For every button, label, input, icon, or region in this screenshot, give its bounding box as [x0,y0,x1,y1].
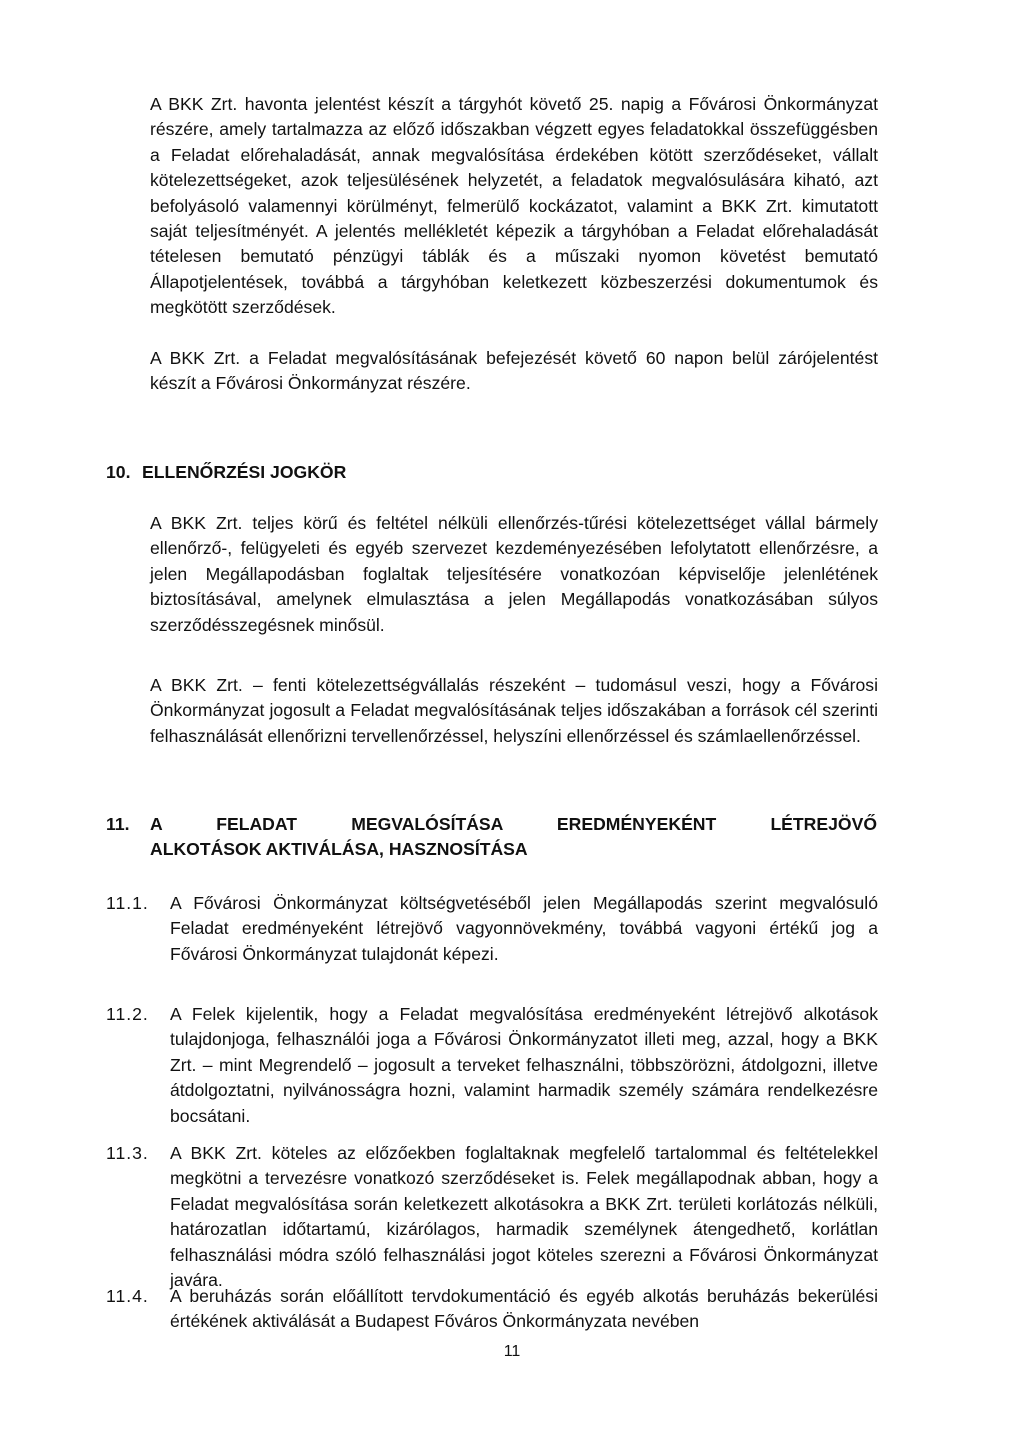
section-10-number: 10. [106,462,131,482]
section-11-number: 11. [106,814,130,834]
section-10-title: ELLENŐRZÉSI JOGKÖR [142,462,347,482]
item-text: A Felek kijelentik, hogy a Feladat megvalósítása eredményeként létrejövő alkotások tulajdonjoga, felhasználói joga a Fővárosi Önkormányzatot illeti meg, azzal, hogy a BKK Zrt. – mint Megrendelő – jogosult a terveket felhasználni, többszörözni, átdolgozni, illetve átdolgoztatni, nyilvánosságra hozni, valamint harmadik személy számára rendelkezésre bocsátani. [170,1004,878,1126]
paragraph-final-report: A BKK Zrt. a Feladat megvalósításának befejezését követő 60 napon belül zárójelentést készít a Fővárosi Önkormányzat részére. [150,348,878,394]
page-number: 11 [503,1343,521,1360]
item-number: 11.4. [106,1286,149,1306]
item-text: A beruházás során előállított tervdokumentáció és egyéb alkotás beruházás bekerülési értékének aktiválását a Budapest Főváros Önkormányzata nevében [170,1286,878,1332]
paragraph-audit-obligation: A BKK Zrt. teljes körű és feltétel nélküli ellenőrzés-tűrési kötelezettséget vállal bármely ellenőrző-, felügyeleti és egyéb szervezet kezdeményezésében lefolytatott ellenőrzésre, a jelen Megállapodásban foglaltak teljesítésére vonatkozóan képviselője jelenlétének biztosításával, amelynek elmulasztása a jelen Megállapodás vonatkozásában súlyos szerződésszegésnek minősül. [150,513,878,635]
paragraph-audit-rights: A BKK Zrt. – fenti kötelezettségvállalás részeként – tudomásul veszi, hogy a Fővárosi Önkormányzat jogosult a Feladat megvalósításának teljes időszakában a források cél szerinti felhasználását ellenőrizni tervellenőrzéssel, helyszíni ellenőrzéssel és számlaellenőrzéssel. [150,675,878,746]
item-text: A BKK Zrt. köteles az előzőekben foglaltaknak megfelelő tartalommal és feltételekkel megkötni a tervezésre vonatkozó szerződéseket is. Felek megállapodnak abban, hogy a Feladat megvalósítása során keletkezett alkotásokra a BKK Zrt. területi korlátozás nélküli, határozatlan időtartamú, kizárólagos, harmadik személynek átengedhető, korlátlan felhasználási módra szóló felhasználási jogot köteles szerezni a Fővárosi Önkormányzat javára. [170,1143,878,1291]
section-11-title-line1: A FELADAT MEGVALÓSÍTÁSA EREDMÉNYEKÉNT LÉTREJÖVŐ [150,814,877,834]
section-11-title-line2: ALKOTÁSOK AKTIVÁLÁSA, HASZNOSÍTÁSA [150,839,528,859]
item-text: A Fővárosi Önkormányzat költségvetéséből jelen Megállapodás szerint megvalósuló Feladat eredményeként létrejövő vagyonnövekmény, továbbá vagyoni értékű jog a Fővárosi Önkormányzat tulajdonát képezi. [170,893,878,964]
item-number: 11.1. [106,893,149,913]
item-number: 11.2. [106,1004,149,1024]
paragraph-monthly-report: A BKK Zrt. havonta jelentést készít a tárgyhót követő 25. napig a Fővárosi Önkormányzat részére, amely tartalmazza az előző időszakban végzett egyes feladatokkal összefüggésben a Feladat előrehaladását, annak megvalósítása érdekében kötött szerződéseket, vállalt kötelezettségeket, azok teljesülésének helyzetét, a feladatok megvalósulására kiható, azt befolyásoló valamennyi körülményt, felmerülő kockázatot, valamint a BKK Zrt. kimutatott saját teljesítményét. A jelentés mellékletét képezik a tárgyhóban a Feladat előrehaladását tételesen bemutató pénzügyi táblák és a műszaki nyomon követést bemutató Állapotjelentések, továbbá a tárgyhóban keletkezett közbeszerzési dokumentumok és megkötött szerződések. [150,94,878,318]
item-number: 11.3. [106,1143,149,1163]
